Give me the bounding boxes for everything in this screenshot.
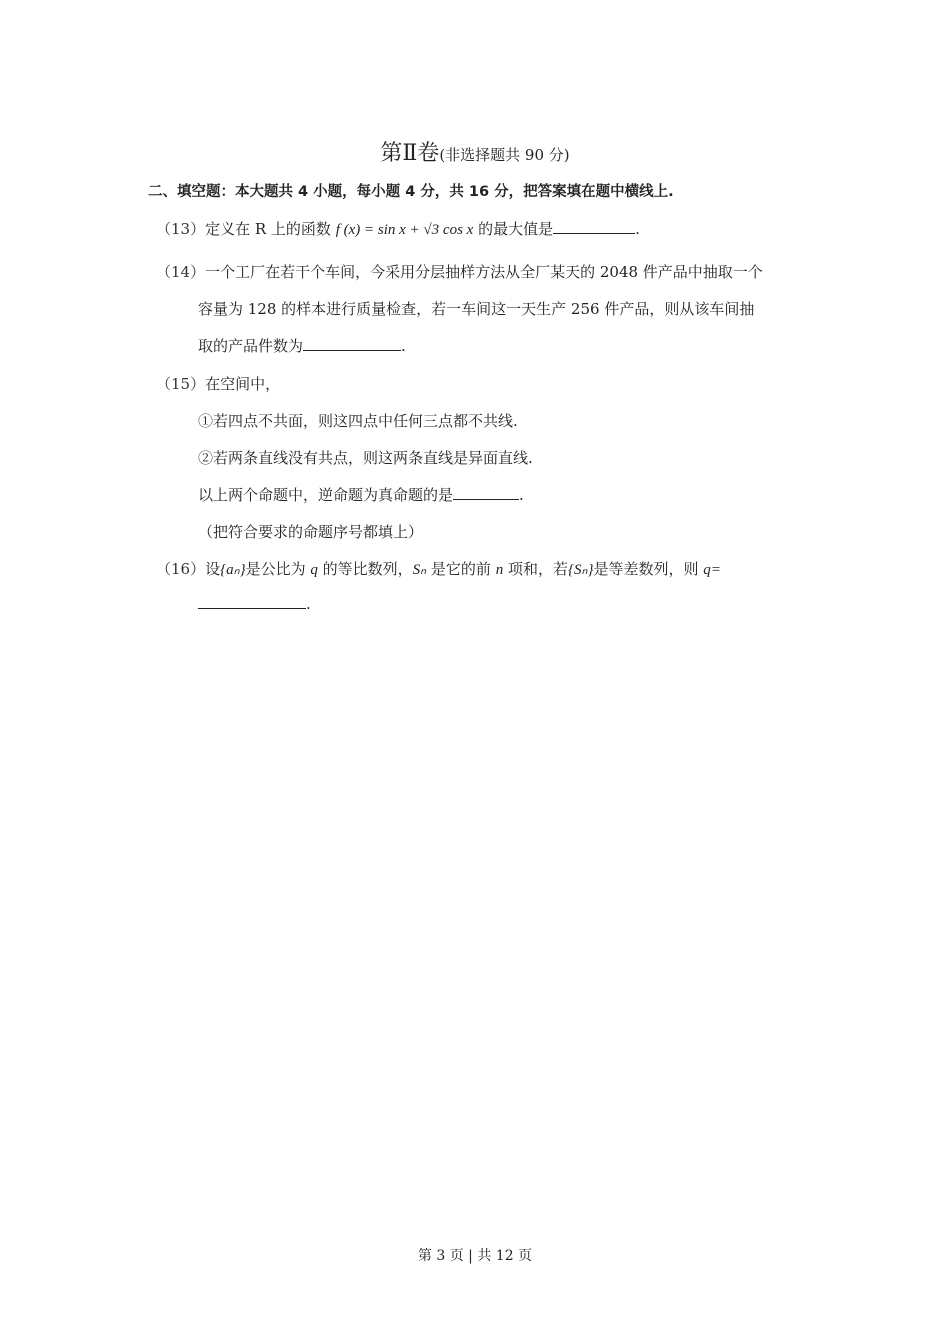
question-15-intro: （15）在空间中， bbox=[156, 375, 281, 393]
question-16-number: （16） bbox=[156, 560, 206, 578]
answer-blank-13[interactable] bbox=[553, 219, 635, 234]
question-14-line-3: 取的产品件数为 . bbox=[198, 337, 406, 355]
answer-blank-16[interactable] bbox=[198, 594, 306, 609]
question-14-number: （14） bbox=[156, 263, 206, 281]
question-16: （16）设{aₙ}是公比为 q 的等比数列，Sₙ 是它的前 n 项和，若{Sₙ}是等差数列，则 q= bbox=[156, 560, 721, 578]
question-13-number: （13） bbox=[156, 220, 206, 238]
question-15-note: （把符合要求的命题序号都填上） bbox=[198, 523, 424, 541]
page-title bbox=[0, 136, 950, 167]
answer-blank-14[interactable] bbox=[303, 336, 401, 351]
page-footer: 第 3 页 | 共 12 页 bbox=[417, 1248, 533, 1264]
proposition-2: ②若两条直线没有共点，则这两条直线是异面直线. bbox=[198, 449, 533, 467]
section-heading: 二、填空题：本大题共 4 小题，每小题 4 分，共 16 分，把答案填在题中横线上. bbox=[148, 184, 674, 200]
proposition-1: ①若四点不共面，则这四点中任何三点都不共线. bbox=[198, 412, 518, 430]
question-16-answer-line: . bbox=[198, 594, 311, 613]
question-13-text-end: 的最大值是 bbox=[473, 220, 554, 238]
title-main: 第Ⅱ卷 bbox=[380, 141, 440, 166]
question-13: （13）定义在 R 上的函数 f (x) = sin x + √3 cos x 的最大值是 . bbox=[156, 220, 640, 238]
question-14-line-2: 容量为 128 的样本进行质量检查，若一车间这一天生产 256 件产品，则从该车间抽 bbox=[198, 300, 755, 318]
question-15-prompt: 以上两个命题中，逆命题为真命题的是 . bbox=[198, 486, 524, 504]
title-sub: (非选择题共 90 分) bbox=[439, 146, 570, 164]
question-13-formula: f (x) = sin x + √3 cos x bbox=[335, 222, 474, 238]
answer-blank-15[interactable] bbox=[453, 485, 519, 500]
question-13-text: 定义在 R 上的函数 bbox=[205, 220, 336, 238]
question-15-number: （15） bbox=[156, 375, 206, 393]
question-14-line-1: （14）一个工厂在若干个车间，今采用分层抽样方法从全厂某天的 2048 件产品中抽取一个 bbox=[156, 263, 763, 281]
